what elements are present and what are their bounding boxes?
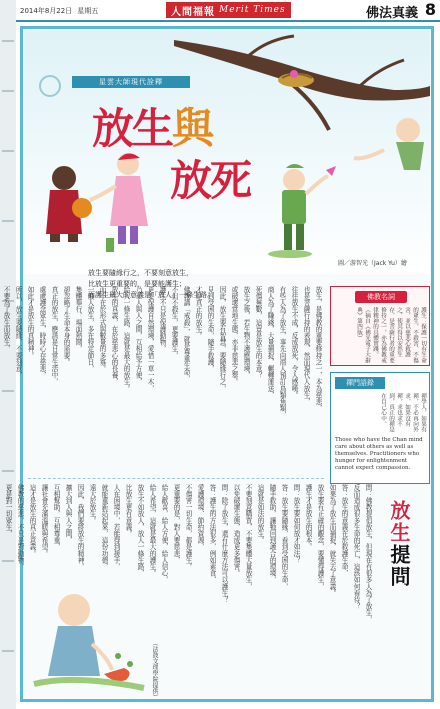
body-text-column: 集體舉行，場面熱鬧， — [74, 286, 82, 352]
ornament-swirl — [40, 76, 60, 96]
issue-date — [20, 6, 101, 16]
body-text-column: 互相幫助，互相尊重， — [52, 484, 60, 550]
body-text-column: 佛教的慈悲，不只是對動物， — [16, 484, 24, 570]
logo-chinese: 人間福報 — [171, 6, 215, 18]
body-text-column: 放生，是佛教的重要修持之一，本為慈悲， — [314, 286, 322, 412]
body-text-column: 有些人為了放生，事先向商人預訂鳥類魚類， — [278, 286, 286, 418]
body-text-column: 因此，我們要將放生的精神， — [76, 484, 84, 570]
headline-fangsheng: 放生 — [92, 104, 173, 153]
body-text-column: 愛護環境、節約資源， — [196, 484, 204, 550]
body-text-column: 人在困境中，若能得到援手， — [112, 484, 120, 570]
body-text-column: 商人為了賺錢，大量捕捉，輾轉運送， — [266, 286, 274, 399]
section-name: 佛法真義 — [365, 6, 418, 21]
intro-line: 而護生最大的意義是「放人」一條生路。 — [88, 291, 214, 299]
body-text-column: 死傷無數，這豈是放生的本意？ — [254, 286, 262, 379]
body-text-column: 如此才是放生的真精神。 — [26, 286, 34, 359]
bird-in-nest — [290, 70, 298, 78]
body-text-column: 護生不只是保護動物， — [158, 286, 166, 352]
zen-box-text: 禪學人，如果有禪，不必再向外求，如果沒有禪，求也求不到，真正的禪是在自己心中。 — [380, 393, 426, 433]
boy-releasing-bird — [268, 164, 336, 258]
body-text-column: 給人一條生路，這就是最大的放生。 — [122, 286, 130, 392]
body-text-column: 答：護生的方法很多，例如素食、 — [208, 484, 216, 583]
edge-mark — [2, 40, 14, 42]
body-text-column: 比放生更有意義。 — [124, 484, 132, 537]
body-text-column: 不但不殺生，更要護生， — [170, 286, 178, 359]
illustration-credit: 圖／游智光（Jack Yu）繪 — [338, 260, 407, 267]
body-text-column: 放生要有正確的觀念，要懂得護生， — [316, 484, 324, 590]
intro-line: 放生要隨緣行之，不要刻意放生， — [88, 269, 193, 277]
body-text-column: 也是菩薩行持的表現，然而現代人放生， — [302, 286, 310, 405]
body-text-column: 更是對一切眾生， — [4, 484, 12, 537]
edge-mark — [2, 470, 14, 472]
body-text-column: 這就是如法的放生。 — [256, 484, 264, 544]
main-illustration — [24, 30, 430, 266]
body-text-column: 放生之後，若生物不適應環境， — [242, 286, 250, 379]
body-text-column: 就能重新站起來，這份功德， — [100, 484, 108, 570]
body-text-column: 放生的真義，在於慈悲心的長養， — [110, 286, 118, 385]
monk-child-illustration — [34, 584, 144, 696]
bottle-icon — [106, 238, 114, 252]
qa-title-black: 提問 — [387, 544, 411, 588]
body-text-column: 如果為了放生而捕捉，就失去了意義。 — [328, 484, 336, 597]
buddhist-term-box — [330, 286, 430, 366]
body-text-column: 往往放生不成，反成放死，令人感嘆。 — [290, 286, 298, 399]
body-text-column: 問：佛教提倡放生，但現在有很多人為了放生， — [364, 484, 372, 623]
page-number: 8 — [424, 0, 436, 19]
bottom-credit: （法鼓文理學院提供） — [151, 640, 158, 700]
body-text-column: 隨手救助，讓牠回到適合的環境， — [268, 484, 276, 583]
body-text-column: 更要保護自然環境，愛惜一草一木， — [146, 286, 154, 392]
logo-english: Merit Times — [219, 5, 286, 15]
zen-sayings-box — [330, 372, 430, 484]
zen-box-heading: 禪門語錄 — [335, 377, 385, 389]
body-text-column: 問：放生要如何放才如法？ — [292, 484, 300, 564]
body-text-column: 護生才是放生的根本。 — [304, 484, 312, 550]
body-text-column: 見到受困的生命，隨手救護， — [206, 286, 214, 372]
body-text-column: 更重要的是，對人要慈悲， — [172, 484, 180, 564]
body-text-column: 反而造成很多生命的死亡，這該如何看待？ — [352, 484, 360, 610]
body-text-column: 所以，放生要隨緣，不要刻意， — [14, 286, 22, 379]
term-box-text: 護生：保護一切有生命的眾生，不殺害、不傷害，並以慈悲心救護之，使其得以安然生存，是菩薩行者的重要修持之一，亦為佛教戒律精神的具體實踐。（摘自《佛光電子大辭典》第四版） — [356, 307, 426, 363]
body-text-column: 才是真正的放生。 — [194, 286, 202, 339]
body-text-column: 不要為了放生而放生， — [2, 286, 10, 352]
body-text-column: 問：除了放生，還有什麼方法可以護生？ — [220, 484, 228, 603]
body-text-column: 佛教講「戒殺」，就是尊重生命， — [182, 286, 190, 382]
headline-yu: 與 — [172, 104, 213, 153]
newspaper-masthead — [16, 0, 440, 22]
body-text-column: 擴大到人與人之間， — [64, 484, 72, 544]
newspaper-logo — [166, 2, 291, 18]
body-text-column: 不傷害一切生命，都是護生。 — [184, 484, 192, 570]
qa-section-title — [388, 500, 410, 588]
body-text-column: 答：放生要隨緣，看到受困的生命， — [280, 484, 288, 590]
body-text-column: 一般人放生，多在特定節日， — [86, 286, 94, 372]
qa-title-red: 放生 — [387, 500, 411, 544]
child-with-ball — [46, 166, 92, 242]
intro-line: 比放生更重要的，是要能護生； — [88, 280, 186, 288]
weekday-text: 星期五 — [77, 7, 99, 15]
body-text-column: 卻忽略了生命本身的需要。 — [62, 286, 70, 366]
edge-mark — [2, 90, 14, 92]
body-text-column: 因此，放生要有智慧，要隨緣行之， — [218, 286, 226, 392]
body-text-column: 真正的放生，應該是日常生活中， — [50, 286, 58, 385]
body-text-column: 乃至人與人之間，互相給予方便， — [134, 286, 142, 385]
body-text-column: 給人希望，這就是最大的護生。 — [148, 484, 156, 577]
girl-in-pink — [90, 153, 148, 244]
body-text-column: 或破壞當地生態，亦非慈悲之舉。 — [230, 286, 238, 385]
body-text-column: 給人歡喜，給人方便，給人信心， — [160, 484, 168, 583]
body-text-column: 答：放生的意義在於救護生命， — [340, 484, 348, 577]
body-text-column: 讓社會充滿溫暖與希望。 — [40, 484, 48, 557]
zen-box-english: Those who have the Chan mind care about others as well as themselves. Practitioners who hunger for enlightenment cannot expect compassion. — [335, 437, 423, 471]
term-box-heading: 佛教名詞 — [355, 291, 407, 303]
edge-mark — [2, 220, 14, 222]
article-body-top — [2, 286, 322, 470]
body-text-column: 不要刻意購買，不要集體大量放生， — [244, 484, 252, 590]
series-kicker: 星雲大師現代詮釋 — [72, 76, 190, 88]
body-text-column: 處處護念眾生，時時心存慈悲， — [38, 286, 46, 379]
section-divider — [28, 478, 324, 479]
headline-line-2: 放死 — [170, 156, 251, 205]
body-text-column: 以免破壞生態，造成更多傷害。 — [232, 484, 240, 577]
date-text: 2014年8月22日 — [20, 7, 73, 15]
edge-mark — [2, 150, 14, 152]
body-text-column: 而不在於形式與數量的多寡。 — [98, 286, 106, 372]
body-text-column: 這才是放生的真正意義。 — [28, 484, 36, 557]
child-in-tree — [354, 118, 424, 170]
body-text-column: 放生不如放人，放人一條生路， — [136, 484, 144, 577]
body-text-column: 遠大於放生。 — [88, 484, 96, 524]
